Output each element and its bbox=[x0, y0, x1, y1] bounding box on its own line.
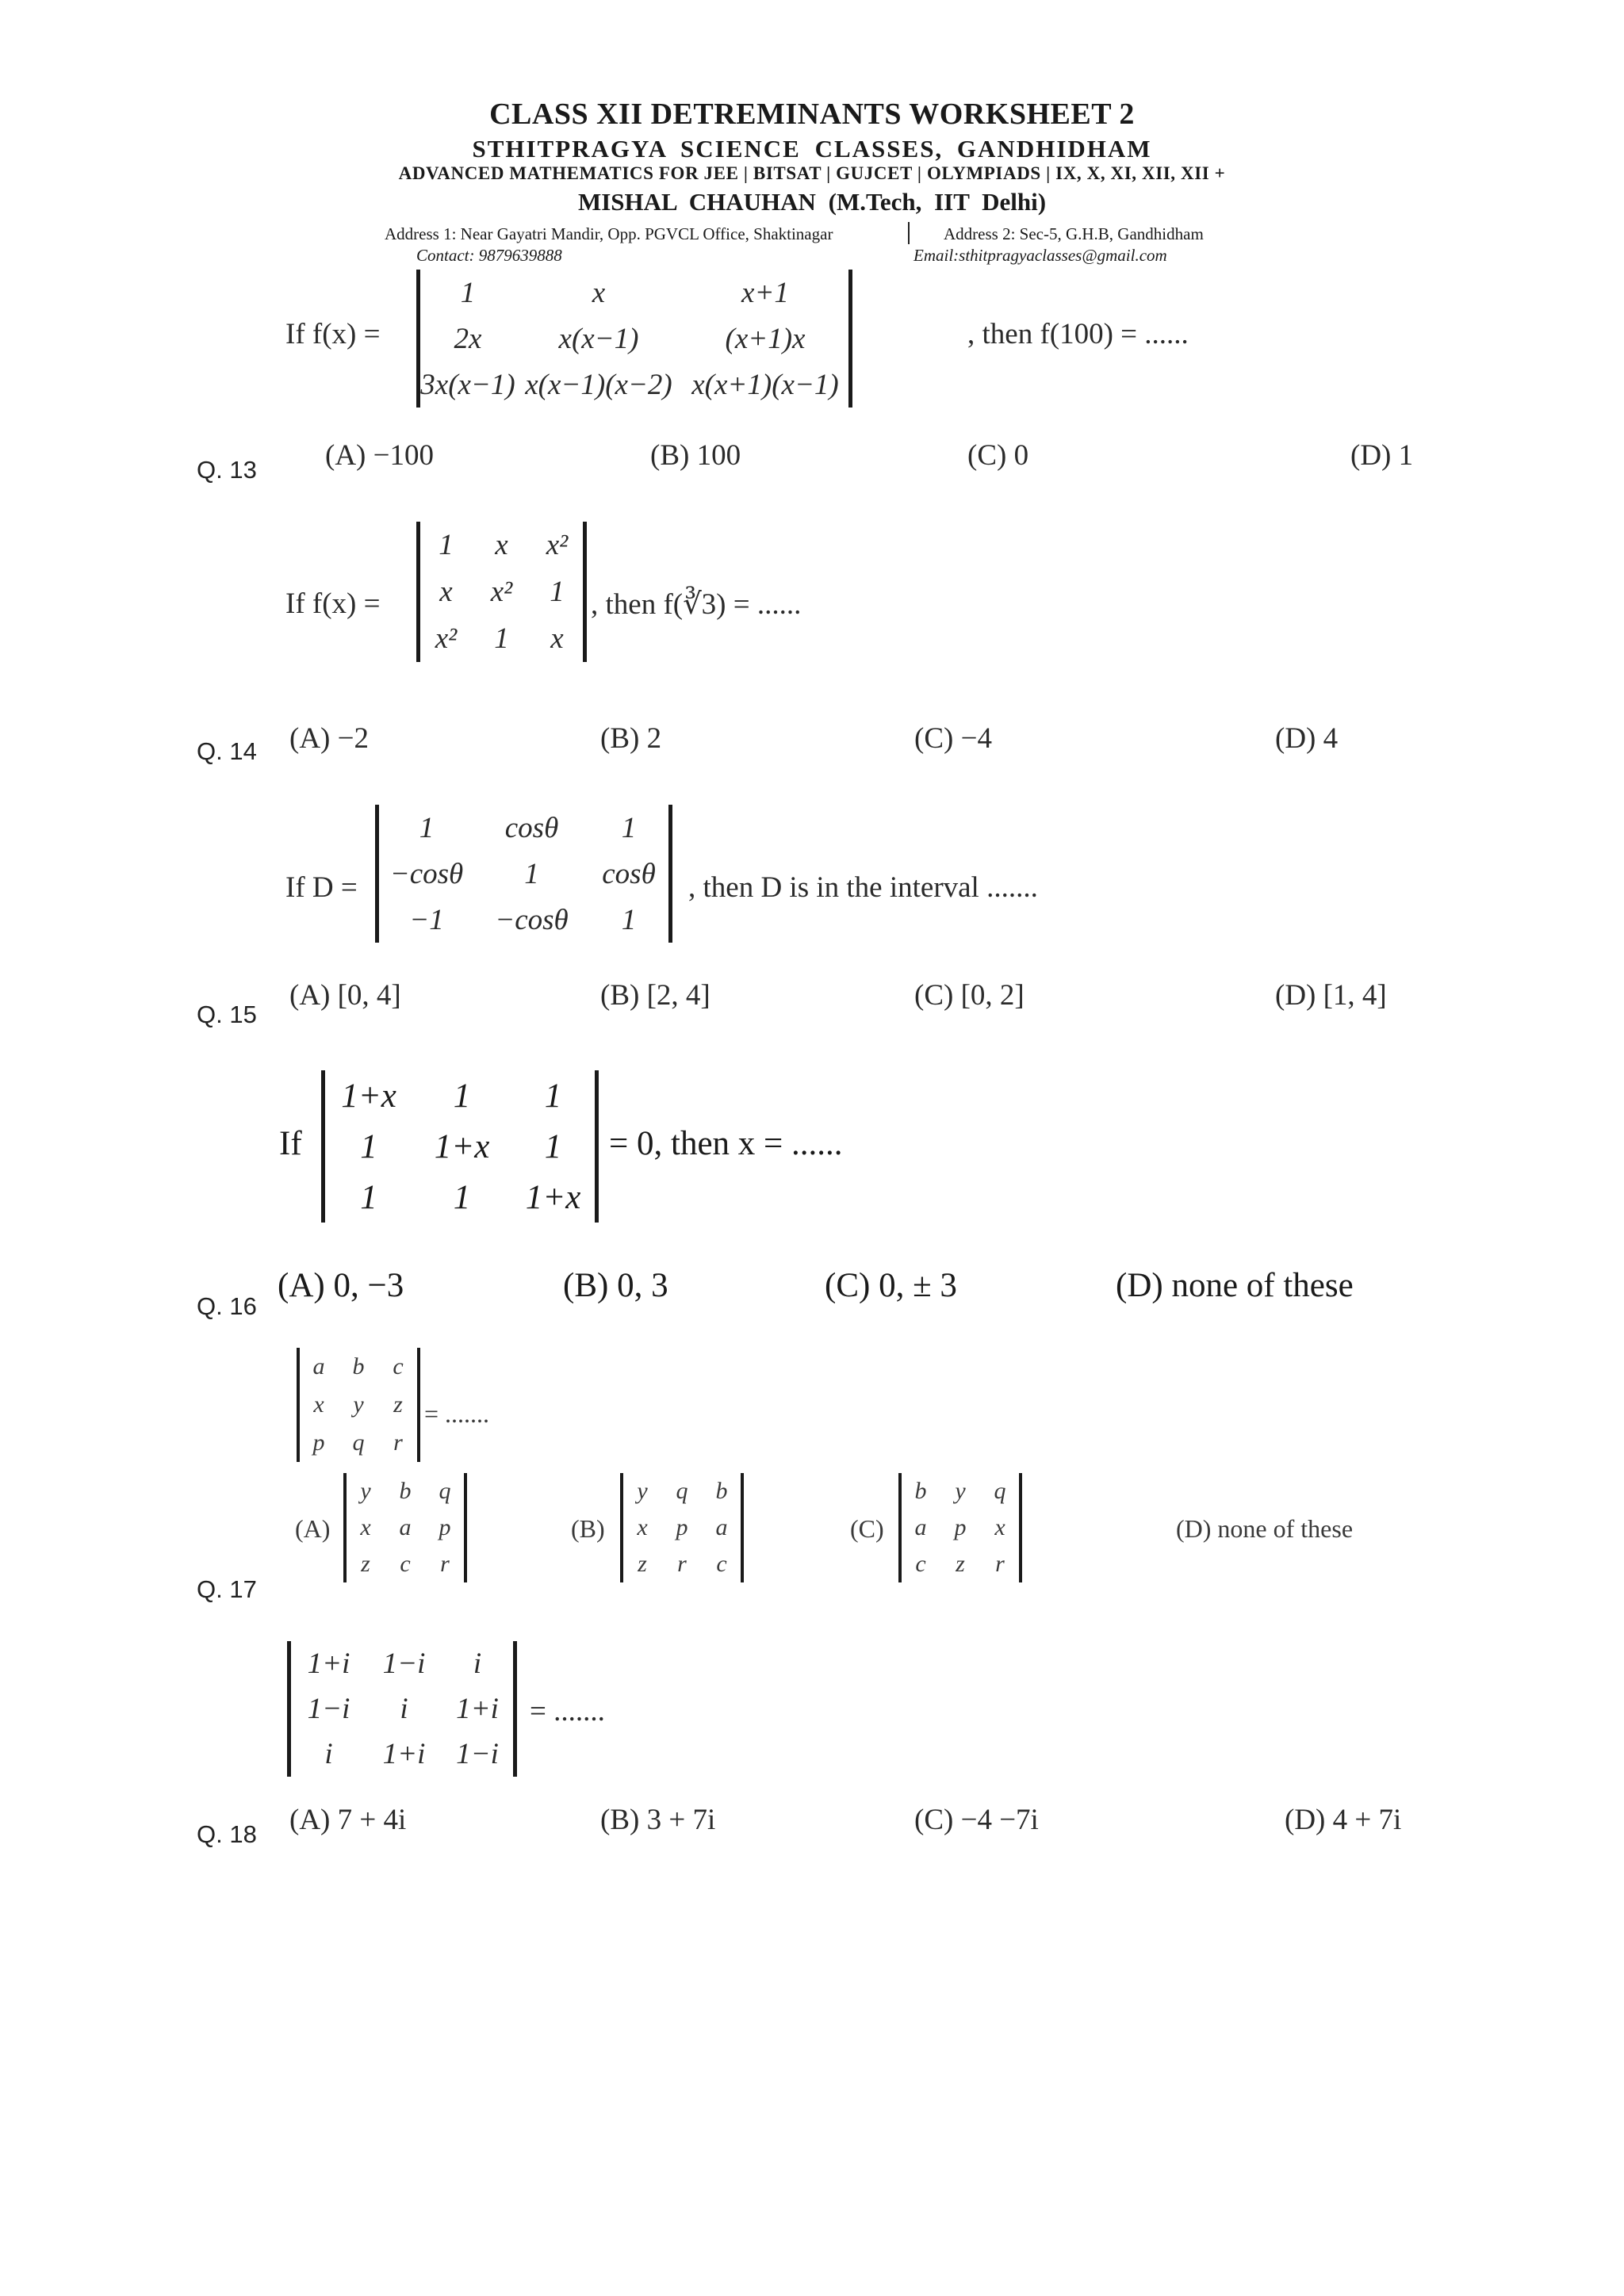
question-17-option-a-matrix bbox=[347, 1473, 464, 1582]
worksheet-title: CLASS XII DETREMINANTS WORKSHEET 2 bbox=[489, 98, 1135, 131]
matrix-cell: p bbox=[312, 1429, 325, 1456]
question-18-matrix-table-row bbox=[291, 1732, 513, 1777]
question-13-matrix-table-row bbox=[420, 270, 848, 316]
question-15-number: Q. 15 bbox=[197, 1001, 257, 1028]
question-16-prefix: If bbox=[279, 1125, 302, 1162]
question-17-option-c-determinant[interactable] bbox=[898, 1473, 1022, 1582]
matrix-cell: 1−i bbox=[307, 1693, 350, 1725]
matrix-cell: i bbox=[400, 1693, 408, 1725]
question-18-matrix-table bbox=[291, 1641, 513, 1777]
question-13-option-a[interactable]: (A) −100 bbox=[325, 439, 434, 472]
matrix-cell: x bbox=[360, 1514, 371, 1540]
matrix-cell: z bbox=[956, 1551, 965, 1577]
question-16-option-a[interactable]: (A) 0, −3 bbox=[278, 1267, 404, 1304]
matrix-cell: x bbox=[637, 1514, 648, 1540]
question-17-option-a-matrix-row bbox=[347, 1546, 464, 1582]
matrix-cell: c bbox=[716, 1551, 727, 1577]
matrix-cell: b bbox=[399, 1478, 412, 1504]
matrix-cell: z bbox=[393, 1391, 403, 1418]
question-17-option-a-matrix-row bbox=[347, 1473, 464, 1510]
matrix-cell: c bbox=[393, 1353, 404, 1380]
matrix-cell: x(x−1)(x−2) bbox=[525, 368, 672, 401]
matrix-cell: x bbox=[994, 1514, 1005, 1540]
question-17-option-b-matrix-row bbox=[623, 1473, 741, 1510]
question-17-option-c-matrix bbox=[902, 1473, 1019, 1582]
matrix-cell: a bbox=[914, 1514, 927, 1540]
question-14-determinant bbox=[416, 522, 587, 662]
matrix-cell: i bbox=[473, 1647, 482, 1680]
question-18-option-d[interactable]: (D) 4 + 7i bbox=[1285, 1804, 1402, 1836]
question-13-number: Q. 13 bbox=[197, 456, 257, 484]
courses-line: ADVANCED MATHEMATICS FOR JEE | BITSAT | GUJCET | OLYMPIADS | IX, X, XI, XII, XII + bbox=[398, 163, 1226, 183]
question-13-option-b[interactable]: (B) 100 bbox=[650, 439, 741, 472]
question-13-condition: , then f(100) = ...... bbox=[967, 318, 1189, 350]
question-14-matrix-table-row bbox=[420, 615, 583, 662]
matrix-cell: z bbox=[361, 1551, 370, 1577]
question-15-option-a[interactable]: (A) [0, 4] bbox=[289, 979, 401, 1012]
matrix-cell: r bbox=[995, 1551, 1005, 1577]
question-13-determinant bbox=[416, 270, 852, 408]
matrix-cell: y bbox=[955, 1478, 966, 1504]
question-17-number: Q. 17 bbox=[197, 1575, 257, 1603]
question-16-matrix-table-row bbox=[325, 1070, 595, 1121]
matrix-cell: y bbox=[353, 1391, 364, 1418]
matrix-cell: 1−i bbox=[382, 1647, 426, 1680]
matrix-cell: 2x bbox=[454, 322, 482, 355]
question-15-prefix: If D = bbox=[285, 871, 358, 904]
question-14-option-d[interactable]: (D) 4 bbox=[1275, 722, 1339, 755]
matrix-cell: 1+x bbox=[525, 1178, 581, 1216]
question-17-option-a-label[interactable]: (A) bbox=[295, 1514, 331, 1543]
matrix-cell: r bbox=[440, 1551, 450, 1577]
question-14-matrix-table bbox=[420, 522, 583, 662]
matrix-cell: 1 bbox=[419, 811, 435, 844]
matrix-cell: a bbox=[399, 1514, 412, 1540]
matrix-cell: b bbox=[914, 1478, 927, 1504]
matrix-cell: x bbox=[495, 529, 508, 561]
matrix-cell: p bbox=[676, 1514, 688, 1540]
matrix-cell: p bbox=[954, 1514, 967, 1540]
institute-name: STHITPRAGYA SCIENCE CLASSES, GANDHIDHAM bbox=[472, 135, 1152, 163]
matrix-cell: a bbox=[312, 1353, 325, 1380]
question-15-condition: , then D is in the interval ....... bbox=[688, 871, 1038, 904]
question-15-option-b[interactable]: (B) [2, 4] bbox=[600, 979, 710, 1012]
question-18-option-a[interactable]: (A) 7 + 4i bbox=[289, 1804, 407, 1836]
matrix-cell: r bbox=[677, 1551, 687, 1577]
matrix-cell: a bbox=[715, 1514, 728, 1540]
question-14-condition: , then f(∛3) = ...... bbox=[591, 588, 802, 621]
question-15-option-c[interactable]: (C) [0, 2] bbox=[914, 979, 1025, 1012]
matrix-cell: 1+x bbox=[341, 1077, 396, 1115]
question-17-option-b-matrix bbox=[623, 1473, 741, 1582]
question-14-option-a[interactable]: (A) −2 bbox=[289, 722, 369, 755]
matrix-cell: 1 bbox=[621, 903, 637, 936]
matrix-cell: y bbox=[360, 1478, 371, 1504]
matrix-cell: 1 bbox=[439, 529, 454, 561]
matrix-cell: 1 bbox=[460, 276, 476, 309]
question-16-option-c[interactable]: (C) 0, ± 3 bbox=[825, 1267, 957, 1304]
matrix-cell: 1 bbox=[544, 1077, 562, 1115]
question-17-option-b-determinant[interactable] bbox=[620, 1473, 744, 1582]
question-14-option-b[interactable]: (B) 2 bbox=[600, 722, 662, 755]
matrix-cell: q bbox=[994, 1478, 1006, 1504]
question-17-option-c-label[interactable]: (C) bbox=[850, 1514, 884, 1543]
question-17-option-c-matrix-row bbox=[902, 1473, 1019, 1510]
matrix-cell: 1 bbox=[453, 1077, 471, 1115]
question-18-option-b[interactable]: (B) 3 + 7i bbox=[600, 1804, 716, 1836]
matrix-cell: c bbox=[915, 1551, 926, 1577]
question-18-condition: = ....... bbox=[530, 1695, 605, 1728]
question-17-matrix-table bbox=[300, 1348, 417, 1462]
question-14-matrix-table-row bbox=[420, 568, 583, 615]
matrix-cell: 1+x bbox=[434, 1127, 490, 1165]
faculty-name: MISHAL CHAUHAN (M.Tech, IIT Delhi) bbox=[577, 188, 1047, 216]
address-1: Address 1: Near Gayatri Mandir, Opp. PGVCL Office, Shaktinagar bbox=[385, 224, 833, 243]
matrix-cell: q bbox=[676, 1478, 688, 1504]
matrix-cell: x(x+1)(x−1) bbox=[691, 368, 839, 401]
question-15-matrix-table-row bbox=[379, 851, 668, 897]
question-17-option-c-matrix-row bbox=[902, 1546, 1019, 1582]
question-16-matrix-table-row bbox=[325, 1172, 595, 1223]
matrix-cell: 1 bbox=[621, 811, 637, 844]
question-16-determinant bbox=[321, 1070, 599, 1223]
matrix-cell: 1 bbox=[544, 1127, 562, 1165]
matrix-cell: z bbox=[638, 1551, 647, 1577]
question-14-matrix-table-row bbox=[420, 522, 583, 568]
matrix-cell: x bbox=[592, 276, 606, 309]
question-16-number: Q. 16 bbox=[197, 1292, 257, 1320]
matrix-cell: x(x−1) bbox=[558, 322, 639, 355]
question-15-matrix-table bbox=[379, 805, 668, 943]
question-16-condition: = 0, then x = ...... bbox=[609, 1125, 843, 1162]
matrix-cell: −1 bbox=[409, 903, 444, 936]
question-18-matrix-table-row bbox=[291, 1686, 513, 1732]
question-14-number: Q. 14 bbox=[197, 737, 257, 765]
matrix-cell: x² bbox=[435, 622, 458, 655]
matrix-cell: −cosθ bbox=[389, 857, 464, 890]
question-13-option-c[interactable]: (C) 0 bbox=[967, 439, 1029, 472]
matrix-cell: b bbox=[715, 1478, 728, 1504]
question-13-option-d[interactable]: (D) 1 bbox=[1350, 439, 1414, 472]
question-17-option-b-matrix-row bbox=[623, 1546, 741, 1582]
question-13-matrix-table bbox=[420, 270, 848, 408]
contact-number: Contact: 9879639888 bbox=[416, 246, 562, 265]
matrix-cell: x² bbox=[546, 529, 569, 561]
matrix-cell: 1 bbox=[360, 1178, 377, 1216]
question-13-prefix: If f(x) = bbox=[285, 318, 381, 350]
question-17-option-d[interactable]: (D) none of these bbox=[1176, 1514, 1354, 1543]
matrix-cell: 1 bbox=[524, 857, 539, 890]
matrix-cell: −cosθ bbox=[495, 903, 569, 936]
question-17-option-c-matrix-row bbox=[902, 1510, 1019, 1546]
matrix-cell: 1+i bbox=[307, 1647, 350, 1680]
matrix-cell: p bbox=[439, 1514, 451, 1540]
question-17-condition: = ....... bbox=[424, 1399, 490, 1428]
question-14-option-c[interactable]: (C) −4 bbox=[914, 722, 992, 755]
matrix-cell: 1 bbox=[360, 1127, 377, 1165]
matrix-cell: x bbox=[550, 622, 564, 655]
question-17-matrix-table-row bbox=[300, 1424, 417, 1462]
address-divider bbox=[908, 222, 910, 244]
matrix-cell: x bbox=[313, 1391, 324, 1418]
matrix-cell: 1+i bbox=[382, 1738, 426, 1770]
matrix-cell: 3x(x−1) bbox=[420, 368, 515, 401]
question-17-option-b-label[interactable]: (B) bbox=[571, 1514, 605, 1543]
question-17-option-a-matrix-row bbox=[347, 1510, 464, 1546]
question-15-determinant bbox=[375, 805, 672, 943]
question-16-option-d[interactable]: (D) none of these bbox=[1116, 1267, 1354, 1304]
matrix-cell: q bbox=[352, 1429, 365, 1456]
address-2: Address 2: Sec-5, G.H.B, Gandhidham bbox=[944, 224, 1204, 243]
question-16-matrix-table-row bbox=[325, 1121, 595, 1172]
question-15-matrix-table-row bbox=[379, 805, 668, 851]
question-18-number: Q. 18 bbox=[197, 1820, 257, 1848]
matrix-cell: c bbox=[400, 1551, 411, 1577]
matrix-cell: b bbox=[352, 1353, 365, 1380]
matrix-cell: x+1 bbox=[741, 276, 789, 309]
matrix-cell: cosθ bbox=[504, 811, 559, 844]
matrix-cell: y bbox=[637, 1478, 648, 1504]
question-15-option-d[interactable]: (D) [1, 4] bbox=[1275, 979, 1387, 1012]
matrix-cell: x² bbox=[490, 576, 513, 608]
matrix-cell: i bbox=[324, 1738, 333, 1770]
question-18-matrix-table-row bbox=[291, 1641, 513, 1686]
question-18-determinant bbox=[287, 1641, 517, 1777]
matrix-cell: x bbox=[439, 576, 453, 608]
question-14-prefix: If f(x) = bbox=[285, 587, 381, 620]
question-18-option-c[interactable]: (C) −4 −7i bbox=[914, 1804, 1039, 1836]
question-17-matrix-table-row bbox=[300, 1348, 417, 1386]
question-17-option-a-determinant[interactable] bbox=[343, 1473, 467, 1582]
question-17-matrix-table-row bbox=[300, 1386, 417, 1424]
matrix-cell: (x+1)x bbox=[725, 322, 806, 355]
question-15-matrix-table-row bbox=[379, 897, 668, 943]
matrix-cell: 1−i bbox=[456, 1738, 499, 1770]
question-17-option-b-matrix-row bbox=[623, 1510, 741, 1546]
matrix-cell: 1 bbox=[453, 1178, 471, 1216]
matrix-cell: 1 bbox=[550, 576, 565, 608]
matrix-cell: 1+i bbox=[456, 1693, 499, 1725]
question-17-determinant bbox=[297, 1348, 420, 1462]
matrix-cell: 1 bbox=[494, 622, 509, 655]
question-13-matrix-table-row bbox=[420, 316, 848, 362]
matrix-cell: r bbox=[393, 1429, 403, 1456]
question-16-matrix-table bbox=[325, 1070, 595, 1223]
matrix-cell: q bbox=[439, 1478, 451, 1504]
question-16-option-b[interactable]: (B) 0, 3 bbox=[563, 1267, 668, 1304]
question-13-matrix-table-row bbox=[420, 362, 848, 408]
matrix-cell: cosθ bbox=[602, 857, 656, 890]
contact-email: Email:sthitpragyaclasses@gmail.com bbox=[914, 246, 1167, 265]
